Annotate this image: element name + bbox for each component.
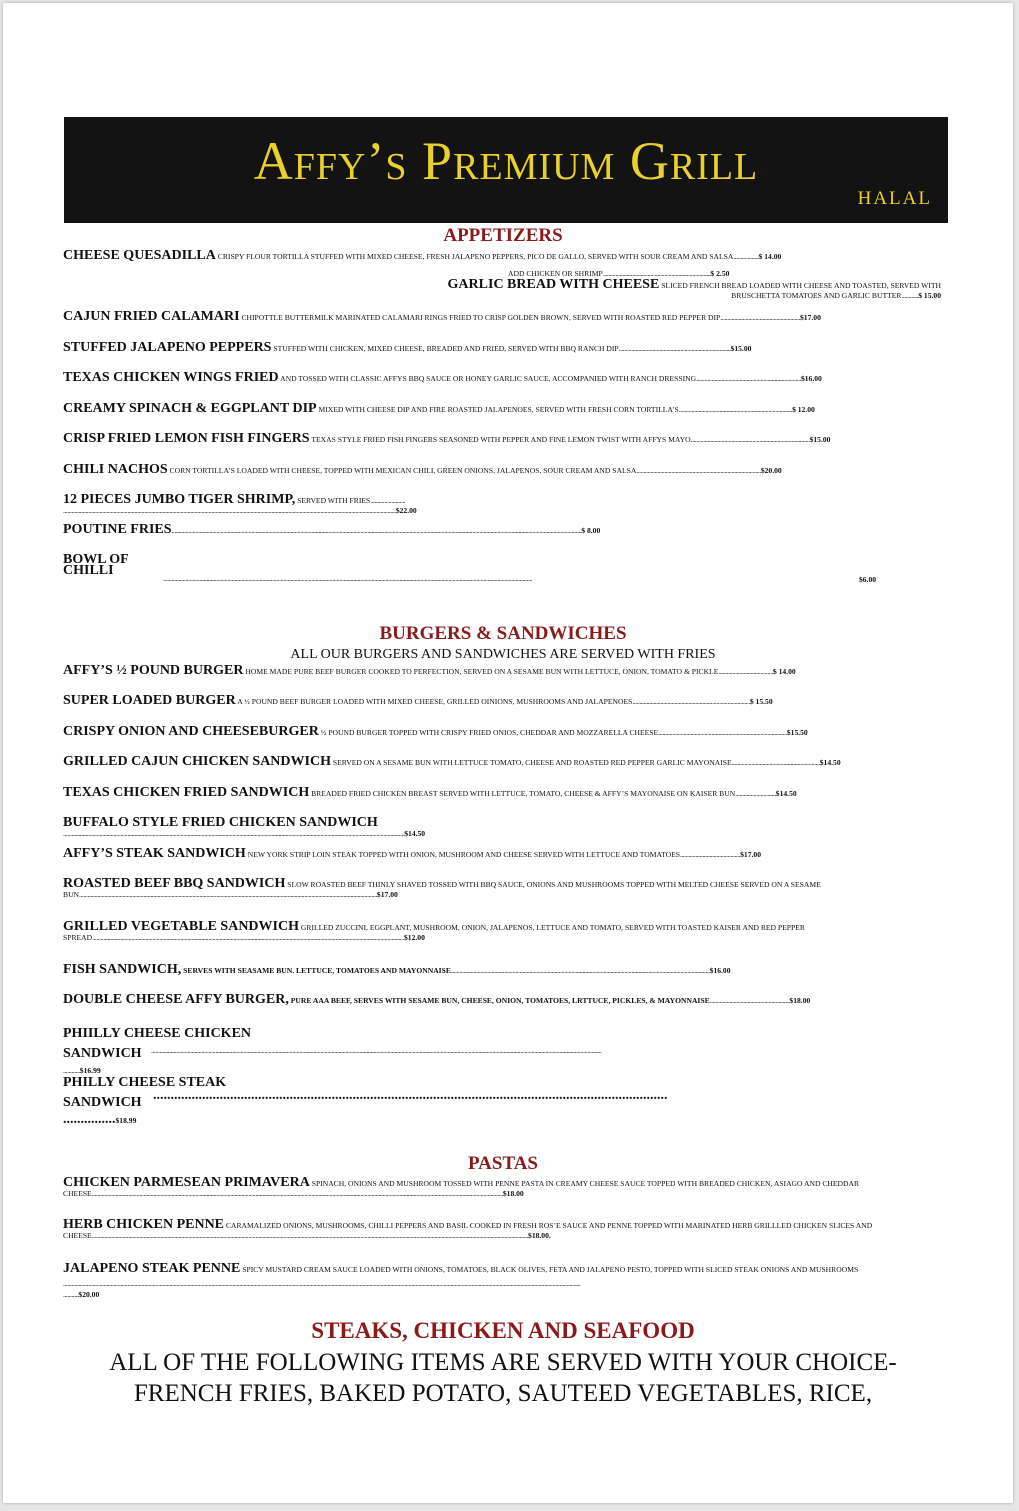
item-name: BOWL OF CHILLI (63, 552, 129, 579)
steaks-note-line-2: FRENCH FRIES, BAKED POTATO, SAUTEED VEGETABLES, RICE, (133, 1380, 873, 1407)
item-desc: SERVED ON A SESAME BUN WITH LETTUCE TOMATO, CHEESE AND ROASTED RED PEPPER GARLIC MAYONAISE (332, 758, 732, 767)
item-name: CRISPY ONION AND CHEESEBURGER (63, 724, 319, 739)
item-price: $ 14.00 (758, 252, 782, 261)
item-name: 12 PIECES JUMBO TIGER SHRIMP, (63, 492, 296, 507)
item-price: $ 15.00 (918, 291, 941, 301)
item-desc: CHIPOTTLE BUTTERMILK MARINATED CALAMARI RINGS FRIED TO CRISP GOLDEN BROWN, SERVED WITH ROASTED RED PEPPER DIP (241, 313, 721, 322)
item-price: $15.00 (730, 344, 752, 353)
burgers-note: ALL OUR BURGERS AND SANDWICHES ARE SERVED WITH FRIES (290, 647, 716, 662)
item-price: $18.00 (502, 1189, 524, 1199)
item-name: BUFFALO STYLE FRIED CHICKEN SANDWICH (63, 815, 378, 830)
menu-item: ADD CHICKEN OR SHRIMP.............................................................................$ 2.50 (508, 269, 730, 278)
item-price: $14.50 (404, 829, 426, 839)
menu-item: STUFFED JALAPENO PEPPERS STUFFED WITH CHICKEN, MIXED CHEESE, BREADED AND FRIED, SERVED WITH BBQ RANCH DIP................................................................................$15.00 (63, 340, 752, 355)
item-name: CHICKEN PARMESEAN PRIMAVERA (63, 1175, 310, 1190)
menu-item: GARLIC BREAD WITH CHEESE SLICED FRENCH BREAD LOADED WITH CHEESE AND TOASTED, SERVED WITH BRUSCHETTA TOMATOES AND GARLIC BUTTER............$ 15.00 (447, 277, 941, 301)
menu-item: ROASTED BEEF BBQ SANDWICH SLOW ROASTED BEEF THINLY SHAVED TOSSED WITH BBQ SAUCE, ONIONS AND MUSHROOMS TOPPED WITH MELTED CHEESE SERVED ON A SESAME BUN.....................................................................................................................................................................................................................$17.00 (63, 876, 821, 900)
item-name: TEXAS CHICKEN WINGS FRIED (63, 370, 279, 385)
item-price: $18.99 (115, 1116, 137, 1125)
item-price: $16.99 (79, 1066, 101, 1075)
menu-item: BOWL OF CHILLI ........................................................................................................................................................................................................................................................................ $6.00 (63, 552, 877, 584)
section-title-burgers: BURGERS & SANDWICHES (379, 623, 627, 644)
item-name: AFFY’S ½ POUND BURGER (63, 663, 244, 678)
menu-item: GRILLED CAJUN CHICKEN SANDWICH SERVED ON A SESAME BUN WITH LETTUCE TOMATO, CHEESE AND ROASTED RED PEPPER GARLIC MAYONAISE...............................................................$14.50 (63, 754, 841, 769)
item-price: $6.00 (859, 575, 877, 584)
item-name: SUPER LOADED BURGER (63, 693, 236, 708)
menu-item: CRISP FRIED LEMON FISH FINGERS TEXAS STYLE FRIED FISH FINGERS SEASONED WITH PEPPER AND FINE LEMON TWIST WITH AFFYS MAYO.....................................................................................$15.00 (63, 431, 831, 446)
item-price: $12.00 (403, 933, 425, 943)
section-title-appetizers: APPETIZERS (443, 225, 563, 246)
menu-item: TEXAS CHICKEN FRIED SANDWICH BREADED FRIED CHICKEN BREAST SERVED WITH LETTUCE, TOMATO, CHEESE & AFFY’S MAYONAISE ON KAISER BUN.............................$14.50 (63, 785, 797, 800)
menu-item: PHIILLY CHEESE CHICKEN SANDWICH .................................................................................................................................................................................................................................................................................................................................. ............$16.99 (63, 1026, 602, 1075)
item-name: STUFFED JALAPENO PEPPERS (63, 340, 272, 355)
item-price: $18.00. (528, 1231, 551, 1241)
item-price: $20.00 (78, 1289, 100, 1299)
menu-item: HERB CHICKEN PENNE CARAMALIZED ONIONS, MUSHROOMS, CHILLI PEPPERS AND BASIL COOKED IN FRESH ROS’E SAUCE AND PENNE TOPPED WITH MARINATED HERB GRILLLED CHICKEN SLICES AND CHEESE........................................................................................................................................................................................................................................................................................................................$18.00. (63, 1217, 873, 1241)
item-desc: NEW YORK STRIP LOIN STEAK TOPPED WITH ONION, MUSHROOM AND CHEESE SERVED WITH LETTUCE AND TOMATOES (247, 850, 680, 859)
item-desc: CORN TORTILLA’S LOADED WITH CHEESE, TOPPED WITH MEXICAN CHILI, GREEN ONIONS, JALAPENOS, SOUR CREAM AND SALSA (169, 466, 637, 475)
item-name: DOUBLE CHEESE AFFY BURGER, (63, 992, 289, 1007)
item-desc: MIXED WITH CHEESE DIP AND FIRE ROASTED JALAPENOES, SERVED WITH FRESH CORN TORTILLA’S (318, 405, 679, 414)
item-price: $ 12.00 (792, 405, 815, 414)
item-name: GRILLED VEGETABLE SANDWICH (63, 919, 299, 934)
item-name: CHEESE QUESADILLA (63, 248, 216, 263)
menu-item: CREAMY SPINACH & EGGPLANT DIP MIXED WITH CHEESE DIP AND FIRE ROASTED JALAPENOES, SERVED WITH FRESH CORN TORTILLA’S.................................................................................$ 12.00 (63, 401, 815, 416)
item-price: $18.00 (789, 996, 811, 1005)
item-desc: SLICED FRENCH BREAD LOADED WITH CHEESE AND TOASTED, SERVED WITH BRUSCHETTA TOMATOES AND GARLIC BUTTER (661, 281, 941, 301)
item-price: $15.00 (809, 435, 831, 444)
item-desc: SPICY MUSTARD CREAM SAUCE LOADED WITH ONIONS, TOMATOES, BLACK OLIVES, FETA AND JALAPENO PESTO, TOPPED WITH SLICED STEAK ONIONS AND MUSHROOMS (242, 1265, 859, 1274)
section-title-pastas: PASTAS (467, 1153, 539, 1174)
item-desc: ½ POUND BURGER TOPPED WITH CRISPY FRIED ONIOS, CHEDDAR AND MOZZARELLA CHEESE (320, 728, 659, 737)
item-desc: BREADED FRIED CHICKEN BREAST SERVED WITH LETTUCE, TOMATO, CHEESE & AFFY’S MAYONAISE ON KAISER BUN (311, 789, 736, 798)
menu-item: SUPER LOADED BURGER A ½ POUND BEEF BURGER LOADED WITH MIXED CHEESE, GRILLED OINIONS, MUSHROOMS AND JALAPENOES....................................................................................$ 15.50 (63, 693, 773, 708)
item-name: CHILI NACHOS (63, 462, 168, 477)
item-price: $ 2.50 (710, 269, 730, 278)
menu-item: POUTINE FRIES.....................................................................................................................................................................................................................................................................................................$ 8.00 (63, 522, 601, 537)
item-desc: SLOW ROASTED BEEF THINLY SHAVED TOSSED WITH BBQ SAUCE, ONIONS AND MUSHROOMS TOPPED WITH MELTED CHEESE SERVED ON A SESAME BUN (63, 880, 821, 900)
item-name: GARLIC BREAD WITH CHEESE (447, 277, 660, 292)
menu-item: PHILLY CHEESE STEAK SANDWICH ................................................................................................................................................... ...............$18.99 (63, 1075, 668, 1127)
menu-item: CHICKEN PARMESEAN PRIMAVERA SPINACH, ONIONS AND MUSHROOM TOSSED WITH PENNE PASTA IN CREAMY CHEESE SAUCE TOPPED WITH BREADED CHICKEN, ASIAGO AND CHEDDAR CHEESE......................................................................................................................................................................................................................................................................................................$18.00 (63, 1175, 860, 1199)
item-price: $16.00 (800, 374, 822, 383)
section-title-steaks: STEAKS, CHICKEN AND SEAFOOD (311, 1318, 695, 1343)
item-name: CRISP FRIED LEMON FISH FINGERS (63, 431, 310, 446)
item-name: JALAPENO STEAK PENNE (63, 1261, 241, 1276)
item-price: $22.00 (395, 506, 417, 516)
menu-item: CRISPY ONION AND CHEESEBURGER ½ POUND BURGER TOPPED WITH CRISPY FRIED ONIOS, CHEDDAR AND MOZZARELLA CHEESE............................................................................................$15.50 (63, 724, 808, 739)
item-desc: GRILLED ZUCCINI, EGGPLANT, MUSHROOM, ONION, JALAPENOS, LETTUCE AND TOMATO, SERVED WITH TOASTED KAISER AND RED PEPPER SPREAD (63, 923, 805, 943)
menu-item: JALAPENO STEAK PENNE SPICY MUSTARD CREAM SAUCE LOADED WITH ONIONS, TOMATOES, BLACK OLIVES, FETA AND JALAPENO PESTO, TOPPED WITH SLICED STEAK ONIONS AND MUSHROOMS .................................................................................................................................................................................................................................................................................................................................................................................. ...........$20.00 (63, 1261, 859, 1299)
item-price: $20.00 (760, 466, 782, 475)
item-name: POUTINE FRIES (63, 522, 172, 537)
menu-item: AFFY’S STEAK SANDWICH NEW YORK STRIP LOIN STEAK TOPPED WITH ONION, MUSHROOM AND CHEESE SERVED WITH LETTUCE AND TOMATOES...........................................$17.00 (63, 846, 761, 861)
item-price: $ 8.00 (581, 526, 601, 535)
item-desc: PURE AAA BEEF, SERVES WITH SESAME BUN, CHEESE, ONION, TOMATOES, LRTTUCE, PICKLES, & MAYONNAISE (290, 996, 710, 1005)
item-desc: HOME MADE PURE BEEF BURGER COOKED TO PERFECTION, SERVED ON A SESAME BUN WITH LETTUCE, ONION, TOMATO & PICKLE (245, 667, 719, 676)
item-name: GRILLED CAJUN CHICKEN SANDWICH (63, 754, 331, 769)
header-banner (64, 117, 948, 223)
halal-label: HALAL (857, 188, 932, 209)
restaurant-title: Affy’s Premium Grill (253, 131, 759, 191)
menu-item: CHILI NACHOS CORN TORTILLA’S LOADED WITH CHEESE, TOPPED WITH MEXICAN CHILI, GREEN ONIONS, JALAPENOS, SOUR CREAM AND SALSA.........................................................................................$20.00 (63, 462, 782, 477)
item-price: $15.50 (786, 728, 808, 737)
item-desc: CARAMALIZED ONIONS, MUSHROOMS, CHILLI PEPPERS AND BASIL COOKED IN FRESH ROS’E SAUCE AND PENNE TOPPED WITH MARINATED HERB GRILLLED CHICKEN SLICES AND CHEESE (63, 1221, 873, 1241)
menu-item: DOUBLE CHEESE AFFY BURGER, PURE AAA BEEF, SERVES WITH SESAME BUN, CHEESE, ONION, TOMATOES, LRTTUCE, PICKLES, & MAYONNAISE.........................................................$18.00 (63, 992, 811, 1007)
menu-item: FISH SANDWICH, SERVES WITH SEASAME BUN. LETTUCE, TOMATOES AND MAYONNAISE.........................................................................................................................................................................................$16.00 (63, 962, 731, 977)
menu-page (3, 3, 1013, 1503)
menu-item: 12 PIECES JUMBO TIGER SHRIMP, SERVED WITH FRIES......................... ..............................................................................................................................................................................................................................................$22.00 (63, 492, 417, 516)
menu-item: TEXAS CHICKEN WINGS FRIED AND TOSSED WITH CLASSIC AFFYS BBQ SAUCE OR HONEY GARLIC SAUCE, ACCOMPANIED WITH RANCH DRESSING...........................................................................$16.00 (63, 370, 822, 385)
item-desc: ADD CHICKEN OR SHRIMP (508, 269, 603, 278)
item-price: $14.50 (819, 758, 841, 767)
item-name: PHILLY CHEESE STEAK SANDWICH (63, 1075, 227, 1110)
item-desc: CRISPY FLOUR TORTILLA STUFFED WITH MIXED CHEESE, FRESH JALAPENO PEPPERS, PICO DE GALLO, SERVED WITH SOUR CREAM AND SALSA (217, 252, 734, 261)
item-name: AFFY’S STEAK SANDWICH (63, 846, 246, 861)
item-desc: TEXAS STYLE FRIED FISH FINGERS SEASONED WITH PEPPER AND FINE LEMON TWIST WITH AFFYS MAYO (311, 435, 691, 444)
item-name: CREAMY SPINACH & EGGPLANT DIP (63, 401, 317, 416)
menu-item: CHEESE QUESADILLA CRISPY FLOUR TORTILLA STUFFED WITH MIXED CHEESE, FRESH JALAPENO PEPPERS, PICO DE GALLO, SERVED WITH SOUR CREAM AND SALSA..................$ 14.00 (63, 248, 782, 263)
item-price: $ 14.00 (772, 667, 796, 676)
item-desc: A ½ POUND BEEF BURGER LOADED WITH MIXED CHEESE, GRILLED OINIONS, MUSHROOMS AND JALAPENOES (237, 697, 633, 706)
item-desc: SERVES WITH SEASAME BUN. LETTUCE, TOMATOES AND MAYONNAISE (183, 966, 451, 975)
item-desc: STUFFED WITH CHICKEN, MIXED CHEESE, BREADED AND FRIED, SERVED WITH BBQ RANCH DIP (273, 344, 619, 353)
menu-item: BUFFALO STYLE FRIED CHICKEN SANDWICH ....................................................................................................................................................................................................................................................$14.50 (63, 815, 426, 839)
item-name: PHIILLY CHEESE CHICKEN SANDWICH (63, 1026, 252, 1061)
item-price: $17.00 (740, 850, 761, 859)
item-name: CAJUN FRIED CALAMARI (63, 309, 240, 324)
steaks-note-line-1: ALL OF THE FOLLOWING ITEMS ARE SERVED WITH YOUR CHOICE- (109, 1349, 897, 1376)
menu-item: AFFY’S ½ POUND BURGER HOME MADE PURE BEEF BURGER COOKED TO PERFECTION, SERVED ON A SESAME BUN WITH LETTUCE, ONION, TOMATO & PICKLE.......................................$ 14.00 (63, 663, 796, 678)
item-price: $17.00 (376, 890, 398, 900)
item-name: TEXAS CHICKEN FRIED SANDWICH (63, 785, 310, 800)
menu-item: CAJUN FRIED CALAMARI CHIPOTTLE BUTTERMILK MARINATED CALAMARI RINGS FRIED TO CRISP GOLDEN BROWN, SERVED WITH ROASTED RED PEPPER DIP.........................................................$17.00 (63, 309, 821, 324)
item-price: $14.50 (775, 789, 797, 798)
item-desc: AND TOSSED WITH CLASSIC AFFYS BBQ SAUCE OR HONEY GARLIC SAUCE, ACCOMPANIED WITH RANCH DRESSING (280, 374, 697, 383)
item-name: FISH SANDWICH, (63, 962, 182, 977)
item-price: $ 15.50 (749, 697, 773, 706)
item-price: $16.00 (709, 966, 731, 975)
menu-item: GRILLED VEGETABLE SANDWICH GRILLED ZUCCINI, EGGPLANT, MUSHROOM, ONION, JALAPENOS, LETTUCE AND TOMATO, SERVED WITH TOASTED KAISER AND RED PEPPER SPREAD...............................................................................................................................................................................................................................$12.00 (63, 919, 805, 943)
item-desc: SERVED WITH FRIES (297, 496, 371, 505)
item-name: ROASTED BEEF BBQ SANDWICH (63, 876, 286, 891)
item-price: $17.00 (800, 313, 821, 322)
item-desc: SPINACH, ONIONS AND MUSHROOM TOSSED WITH PENNE PASTA IN CREAMY CHEESE SAUCE TOPPED WITH BREADED CHICKEN, ASIAGO AND CHEDDAR CHEESE (63, 1179, 860, 1199)
item-name: HERB CHICKEN PENNE (63, 1217, 225, 1232)
